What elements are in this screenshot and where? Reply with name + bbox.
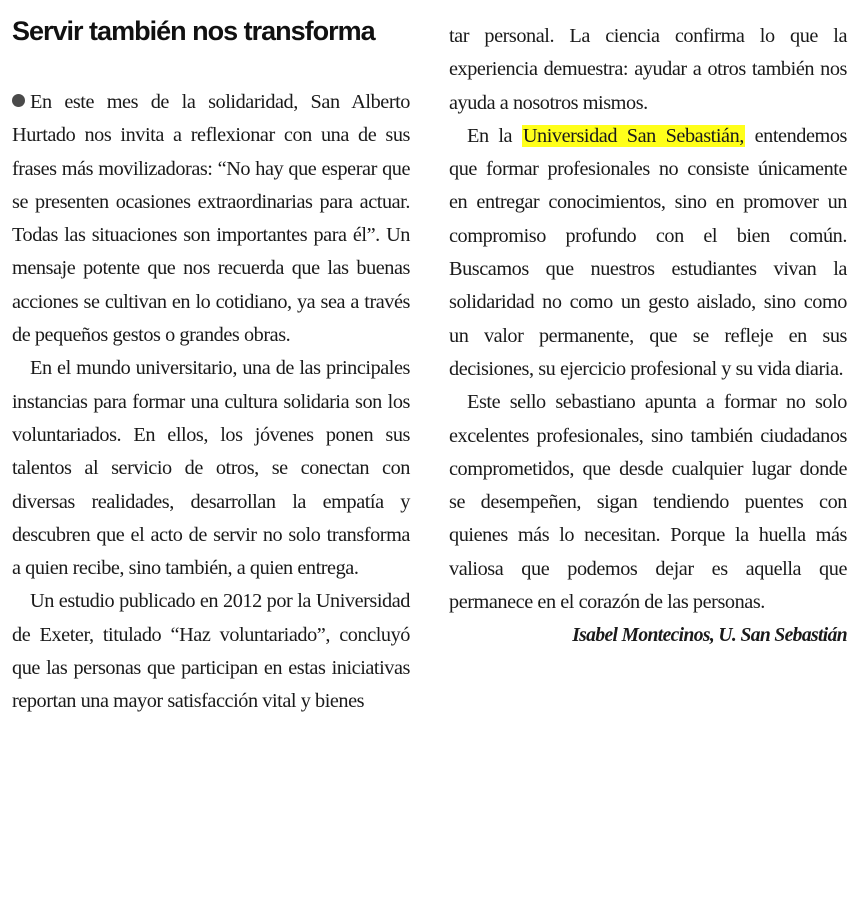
paragraph-text: Un estudio publicado en 2012 por la Universidad de Exeter, titulado “Haz voluntariado”, concluyó que las personas que participan en estas iniciativas reportan una mayor satisfacción vital y bienes xyxy=(12,590,410,713)
article-paragraph xyxy=(12,352,410,585)
paragraph-text: En este mes de la solidaridad, San Alberto Hurtado nos invita a reflexionar con una de sus frases más movilizadoras: “No hay que esperar que se presenten ocasiones extraordinarias para actuar. Todas las situaciones son importantes para él”. Un mensaje potente que nos recuerda que las buenas acciones se cultivan en lo cotidiano, ya sea a través de pequeños gestos o grandes obras. xyxy=(12,91,410,347)
paragraph-text: tar personal. La ciencia confirma lo que la experiencia demuestra: ayudar a otros también nos ayuda a nosotros mismos. xyxy=(449,25,847,114)
paragraph-text: entendemos que formar profesionales no consiste únicamente en entregar conocimientos, sino en promover un compromiso profundo con el bien común. Buscamos que nuestros estudiantes vivan la solidaridad no como un gesto aislado, sino como un valor permanente, que se refleje en sus decisiones, su ejercicio profesional y su vida diaria. xyxy=(449,124,848,380)
article-paragraph xyxy=(449,386,847,619)
highlighted-university-name: Universidad San Sebastián, xyxy=(522,124,744,147)
article-headline: Servir también nos transforma xyxy=(12,16,375,46)
bullet-icon xyxy=(12,94,25,107)
paragraph-text: En el mundo universitario, una de las principales instancias para formar una cultura solidaria son los voluntariados. En ellos, los jóvenes ponen sus talentos al servicio de otros, se conectan con diversas realidades, desarrollan la empatía y descubren que el acto de servir no solo transforma a quien recibe, sino también, a quien entrega. xyxy=(12,357,410,580)
article-paragraph xyxy=(12,585,410,718)
article-column-left xyxy=(12,86,410,719)
paragraph-text: En la xyxy=(467,124,522,147)
article-paragraph xyxy=(12,86,410,352)
article-column-right xyxy=(449,20,847,653)
article-paragraph-continued xyxy=(449,20,847,120)
paragraph-text: Este sello sebastiano apunta a formar no solo excelentes profesionales, sino también ciudadanos comprometidos, que desde cualquier lugar donde se desempeñen, sigan tendiendo puentes con quienes más lo necesitan. Porque la huella más valiosa que podemos dejar es aquella que permanece en el corazón de las personas. xyxy=(449,391,847,614)
article-paragraph xyxy=(449,120,847,386)
author-signature: Isabel Montecinos, U. San Sebastián xyxy=(572,625,847,647)
